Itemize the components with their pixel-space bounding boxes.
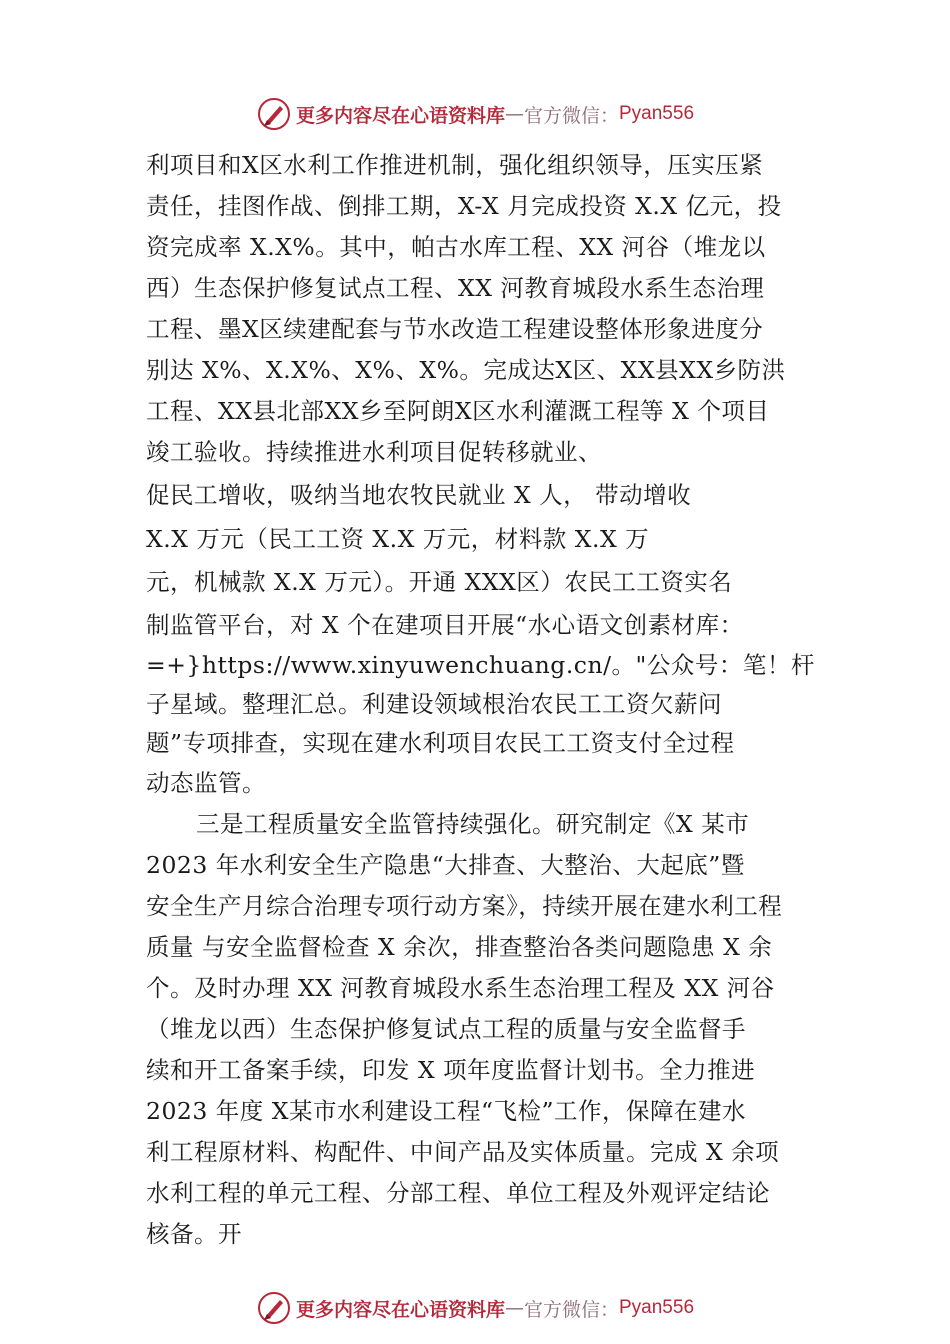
- text-line: 竣工验收。持续推进水利项目促转移就业、: [146, 438, 602, 466]
- text-line: 核备。开: [146, 1220, 242, 1248]
- text-line: 2023 年水利安全生产隐患“大排查、大整治、大起底”暨: [146, 851, 745, 879]
- text-line: 利项目和X区水利工作推进机制，强化组织领导，压实压紧: [146, 151, 764, 179]
- banner-wechat-id: Pyan556: [619, 103, 695, 124]
- text-line: 利工程原材料、构配件、中间产品及实体质量。完成 X 余项: [146, 1138, 780, 1166]
- text-line: 元，机械款 X.X 万元）。开通 XXX区）农民工工资实名: [146, 568, 733, 596]
- footer-watermark-banner: [0, 1288, 950, 1328]
- text-line: 资完成率 X.X%。其中，帕古水库工程、XX 河谷（堆龙以: [146, 233, 766, 261]
- banner-sub-text: 官方微信：: [523, 1298, 619, 1321]
- text-line: 西）生态保护修复试点工程、XX 河教育城段水系生态治理: [146, 274, 765, 302]
- text-line: 个。及时办理 XX 河教育城段水系生态治理工程及 XX 河谷: [146, 974, 775, 1002]
- text-line: （堆龙以西）生态保护修复试点工程的质量与安全监督手: [146, 1015, 746, 1043]
- text-line: 质量 与安全监督检查 X 余次，排查整治各类问题隐患 X 余: [146, 933, 773, 961]
- text-line: 2023 年度 X某市水利建设工程“飞检”工作，保障在建水: [146, 1097, 747, 1125]
- text-line: 工程、XX县北部XX乡至阿朗X区水利灌溉工程等 X 个项目: [146, 397, 770, 425]
- text-line: 子星域。整理汇总。利建设领域根治农民工工资欠薪问: [146, 690, 722, 718]
- text-line: 促民工增收，吸纳当地农牧民就业 X 人， 带动增收: [146, 481, 692, 509]
- banner-main-text: 更多内容尽在心语资料库: [295, 104, 505, 127]
- text-line: 水利工程的单元工程、分部工程、单位工程及外观评定结论: [146, 1179, 770, 1207]
- text-line: =+}https://www.xinyuwenchuang.cn/。"公众号：笔！杆: [146, 651, 815, 679]
- text-line: 制监管平台，对 X 个在建项目开展“水心语文创素材库：: [146, 611, 744, 639]
- text-line: 安全生产月综合治理专项行动方案》，持续开展在建水利工程: [146, 892, 783, 920]
- paragraph-start-line: 三是工程质量安全监管持续强化。研究制定《X 某市: [196, 810, 750, 838]
- header-watermark-banner: [0, 94, 950, 134]
- pen-logo-icon: [256, 1290, 292, 1326]
- text-line: 别达 X%、X.X%、X%、X%。完成达X区、XX县XX乡防洪: [146, 356, 786, 384]
- text-line: 题”专项排查，实现在建水利项目农民工工资支付全过程: [146, 729, 735, 757]
- banner-wechat-id: Pyan556: [619, 1297, 695, 1318]
- pen-logo-icon: [256, 96, 292, 132]
- text-line: 工程、墨X区续建配套与节水改造工程建设整体形象进度分: [146, 315, 764, 343]
- text-line: 责任，挂图作战、倒排工期，X-X 月完成投资 X.X 亿元，投: [146, 192, 782, 220]
- banner-dash: —: [504, 1297, 524, 1319]
- text-line: X.X 万元（民工工资 X.X 万元，材料款 X.X 万: [146, 525, 650, 553]
- text-line: 动态监管。: [146, 769, 266, 797]
- banner-sub-text: 官方微信：: [523, 104, 619, 127]
- banner-main-text: 更多内容尽在心语资料库: [295, 1298, 505, 1321]
- banner-dash: —: [504, 103, 524, 125]
- text-line: 续和开工备案手续，印发 X 项年度监督计划书。全力推进: [146, 1056, 756, 1084]
